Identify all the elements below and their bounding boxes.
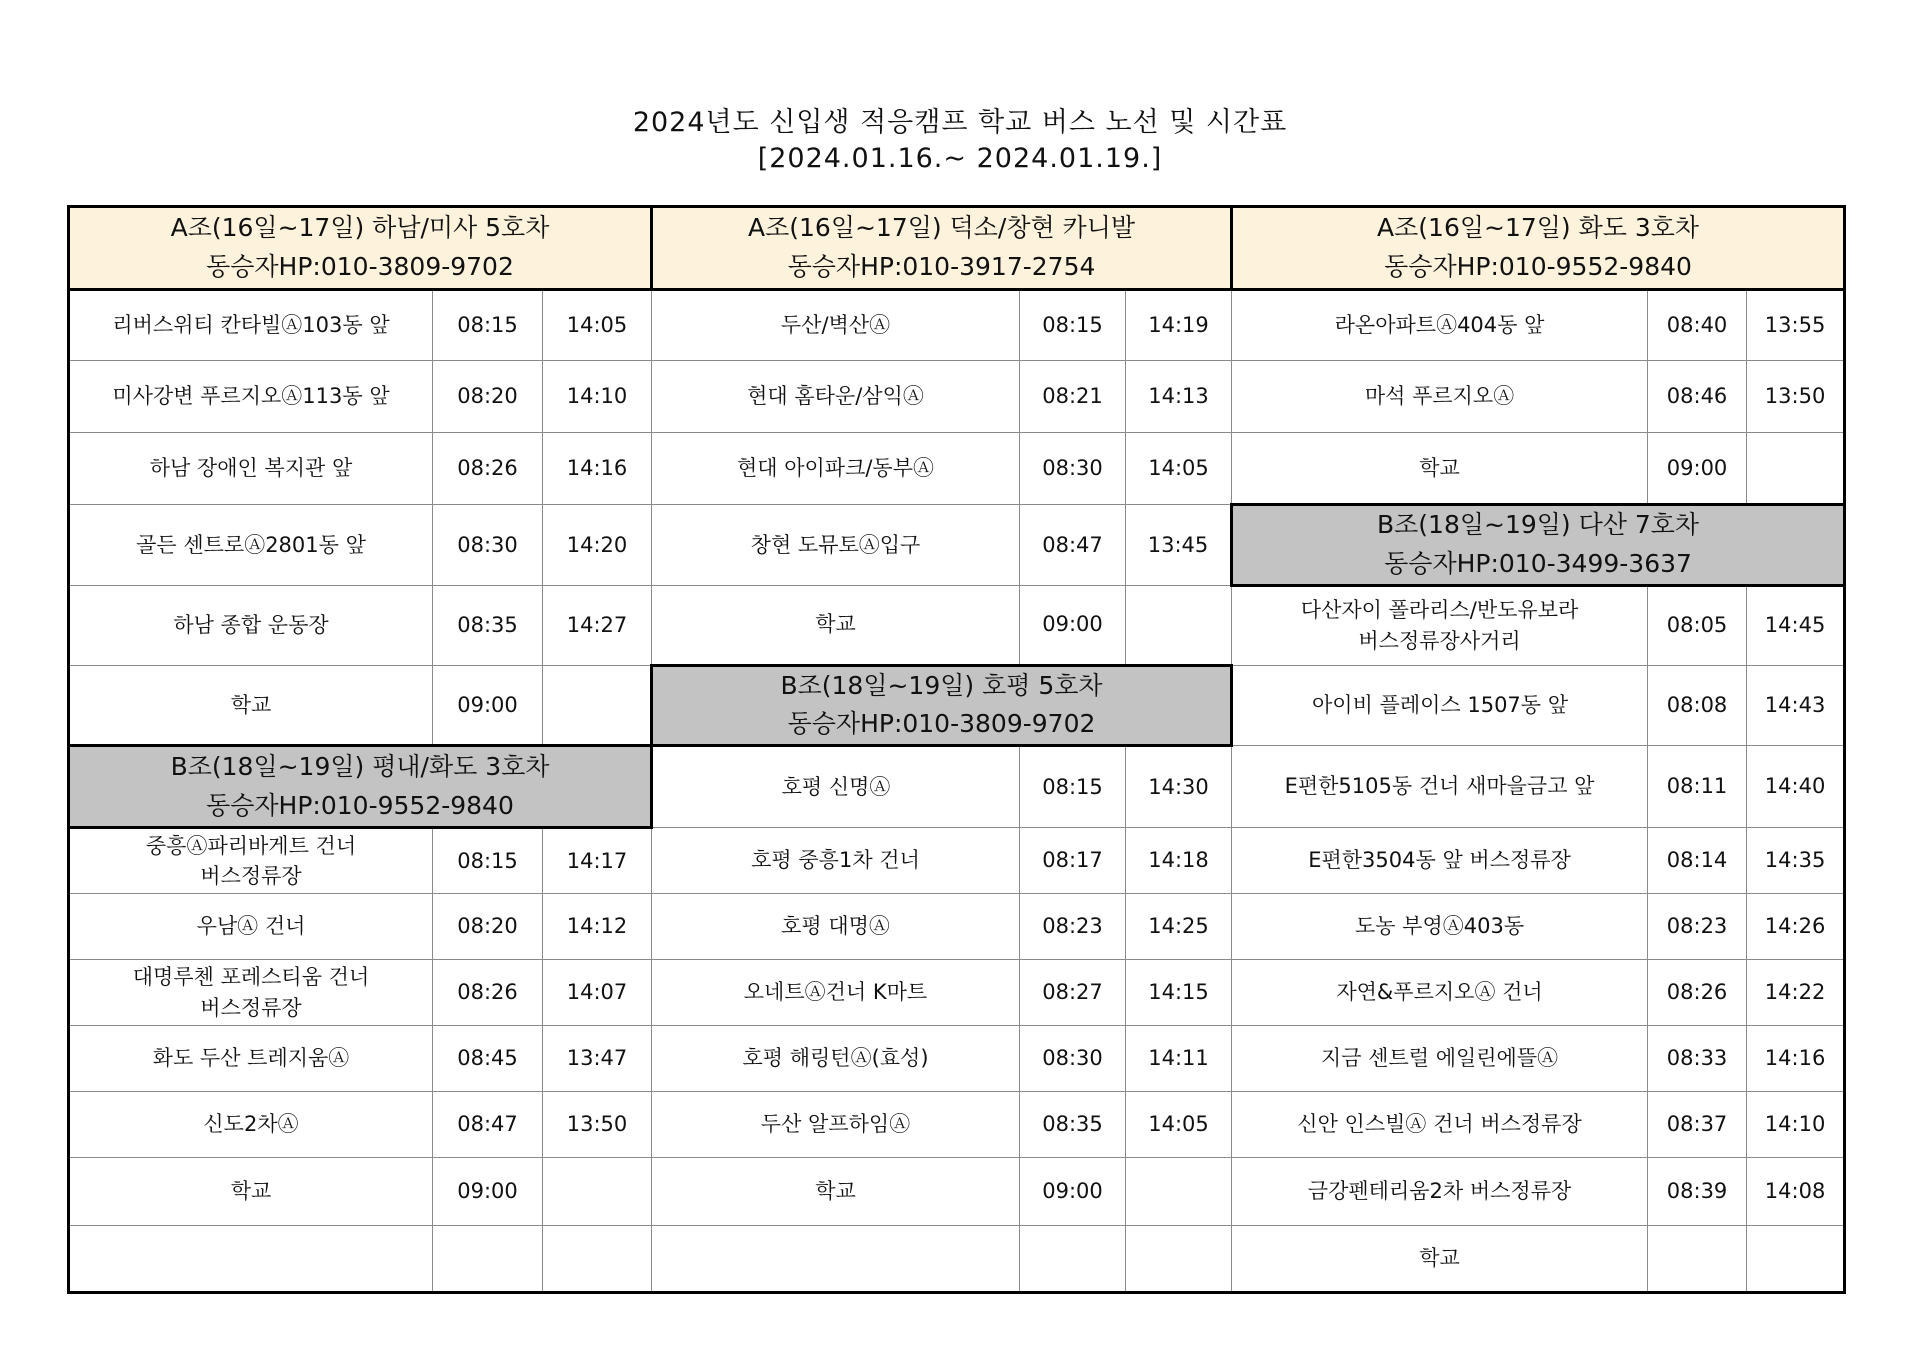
table-row xyxy=(69,433,1845,505)
return-time: 14:05 xyxy=(1126,1092,1232,1158)
return-time: 14:10 xyxy=(1747,1092,1845,1158)
group-name: B조(18일~19일) 다산 7호차 xyxy=(1377,510,1700,539)
stop-name: 화도 두산 트레지움Ⓐ xyxy=(69,1026,433,1092)
return-time: 14:17 xyxy=(543,828,652,894)
return-time: 14:18 xyxy=(1126,828,1232,894)
stop-name: 신안 인스빌Ⓐ 건너 버스정류장 xyxy=(1232,1092,1648,1158)
return-time: 14:26 xyxy=(1747,894,1845,960)
table-row xyxy=(69,894,1845,960)
contact-phone: 동승자HP:010-9552-9840 xyxy=(206,790,514,820)
return-time: 14:11 xyxy=(1126,1026,1232,1092)
stop-name: 우남Ⓐ 건너 xyxy=(69,894,433,960)
table-row xyxy=(69,960,1845,1026)
contact-phone: 동승자HP:010-3809-9702 xyxy=(206,252,514,281)
departure-time: 08:23 xyxy=(1648,894,1747,960)
stop-name: 현대 아이파크/동부Ⓐ xyxy=(652,433,1020,505)
empty-cell xyxy=(433,1226,543,1293)
return-time: 14:25 xyxy=(1126,894,1232,960)
return-time xyxy=(1126,1158,1232,1226)
departure-time: 08:47 xyxy=(433,1092,543,1158)
return-time xyxy=(543,665,652,746)
stop-name: E편한3504동 앞 버스정류장 xyxy=(1232,828,1648,894)
return-time: 14:13 xyxy=(1126,361,1232,433)
departure-time: 08:35 xyxy=(1020,1092,1126,1158)
contact-phone: 동승자HP:010-3499-3637 xyxy=(1384,548,1692,578)
stop-name-line: 중흥Ⓐ파리바게트 건너 xyxy=(145,833,357,858)
table-row xyxy=(69,828,1845,894)
return-time xyxy=(1747,433,1845,505)
stop-name: 리버스위티 칸타빌Ⓐ103동 앞 xyxy=(69,290,433,361)
return-time: 14:43 xyxy=(1747,665,1845,746)
stop-name: 도농 부영Ⓐ403동 xyxy=(1232,894,1648,960)
departure-time: 08:23 xyxy=(1020,894,1126,960)
return-time: 13:55 xyxy=(1747,290,1845,361)
stop-name: 호평 신명Ⓐ xyxy=(652,746,1020,828)
return-time: 14:10 xyxy=(543,361,652,433)
stop-name: 현대 홈타운/삼익Ⓐ xyxy=(652,361,1020,433)
empty-cell xyxy=(1020,1226,1126,1293)
group-a3-header xyxy=(1232,207,1845,290)
stop-name: 호평 해링턴Ⓐ(효성) xyxy=(652,1026,1020,1092)
stop-name: 하남 장애인 복지관 앞 xyxy=(69,433,433,505)
stop-name: 마석 푸르지오Ⓐ xyxy=(1232,361,1648,433)
group-name: A조(16일~17일) 하남/미사 5호차 xyxy=(170,213,550,243)
table-row xyxy=(69,1226,1845,1293)
departure-time: 09:00 xyxy=(1020,585,1126,665)
departure-time: 08:17 xyxy=(1020,828,1126,894)
return-time xyxy=(1126,585,1232,665)
stop-name: 라온아파트Ⓐ404동 앞 xyxy=(1232,290,1648,361)
departure-time: 09:00 xyxy=(1020,1158,1126,1226)
departure-time: 08:37 xyxy=(1648,1092,1747,1158)
departure-time: 08:11 xyxy=(1648,746,1747,828)
departure-time: 08:39 xyxy=(1648,1158,1747,1226)
stop-name: 아이비 플레이스 1507동 앞 xyxy=(1232,665,1648,746)
page-title: 2024년도 신입생 적응캠프 학교 버스 노선 및 시간표 xyxy=(632,107,1288,138)
return-time: 14:12 xyxy=(543,894,652,960)
return-time: 14:05 xyxy=(1126,433,1232,505)
stop-name xyxy=(69,828,433,894)
table-row xyxy=(69,746,1845,828)
stop-name: 하남 종합 운동장 xyxy=(69,585,433,665)
stop-name xyxy=(69,960,433,1026)
stop-name: 학교 xyxy=(69,665,433,746)
group-name: B조(18일~19일) 호평 5호차 xyxy=(780,670,1103,700)
contact-phone: 동승자HP:010-3809-9702 xyxy=(787,709,1096,739)
group-name: B조(18일~19일) 평내/화도 3호차 xyxy=(170,751,550,781)
return-time: 13:45 xyxy=(1126,505,1232,586)
table-row xyxy=(69,665,1845,746)
departure-time: 09:00 xyxy=(433,1158,543,1226)
return-time: 14:15 xyxy=(1126,960,1232,1026)
table-row xyxy=(69,290,1845,361)
stop-name: 학교 xyxy=(1232,433,1648,505)
group-b2-header xyxy=(652,665,1232,746)
stop-name: E편한5105동 건너 새마을금고 앞 xyxy=(1232,746,1648,828)
departure-time: 08:15 xyxy=(1020,746,1126,828)
stop-name: 창현 도뮤토Ⓐ입구 xyxy=(652,505,1020,586)
stop-name: 금강펜테리움2차 버스정류장 xyxy=(1232,1158,1648,1226)
return-time: 13:50 xyxy=(543,1092,652,1158)
return-time: 14:45 xyxy=(1747,585,1845,665)
header-row xyxy=(69,207,1845,290)
date-range: [2024.01.16.~ 2024.01.19.] xyxy=(757,143,1163,174)
departure-time: 08:05 xyxy=(1648,585,1747,665)
stop-name-line: 버스정류장 xyxy=(200,864,302,888)
departure-time: 09:00 xyxy=(433,665,543,746)
stop-name: 두산/벽산Ⓐ xyxy=(652,290,1020,361)
stop-name: 학교 xyxy=(652,1158,1020,1226)
group-name: A조(16일~17일) 화도 3호차 xyxy=(1377,213,1700,243)
departure-time: 08:26 xyxy=(433,960,543,1026)
return-time: 14:08 xyxy=(1747,1158,1845,1226)
group-a2-header xyxy=(652,207,1232,290)
stop-name: 지금 센트럴 에일린에뜰Ⓐ xyxy=(1232,1026,1648,1092)
empty-cell xyxy=(652,1226,1020,1293)
return-time: 14:16 xyxy=(543,433,652,505)
stop-name: 신도2차Ⓐ xyxy=(69,1092,433,1158)
stop-name-line: 버스정류장 xyxy=(200,995,302,1020)
departure-time: 08:15 xyxy=(433,290,543,361)
departure-time: 08:20 xyxy=(433,894,543,960)
table-row xyxy=(69,361,1845,433)
departure-time: 08:14 xyxy=(1648,828,1747,894)
return-time: 14:22 xyxy=(1747,960,1845,1026)
group-name: A조(16일~17일) 덕소/창현 카니발 xyxy=(748,213,1136,243)
return-time: 14:05 xyxy=(543,290,652,361)
stop-name: 학교 xyxy=(1232,1226,1648,1293)
contact-phone: 동승자HP:010-9552-9840 xyxy=(1384,252,1692,281)
departure-time: 08:40 xyxy=(1648,290,1747,361)
return-time: 14:35 xyxy=(1747,828,1845,894)
table-row xyxy=(69,1026,1845,1092)
table-row xyxy=(69,1092,1845,1158)
stop-name: 오네트Ⓐ건너 K마트 xyxy=(652,960,1020,1026)
departure-time: 08:08 xyxy=(1648,665,1747,746)
departure-time: 08:46 xyxy=(1648,361,1747,433)
bus-schedule-table xyxy=(67,205,1846,1294)
table-row xyxy=(69,585,1845,665)
return-time: 14:16 xyxy=(1747,1026,1845,1092)
stop-name: 학교 xyxy=(69,1158,433,1226)
return-time: 14:40 xyxy=(1747,746,1845,828)
departure-time: 08:26 xyxy=(1648,960,1747,1026)
departure-time: 08:30 xyxy=(1020,1026,1126,1092)
stop-name: 학교 xyxy=(652,585,1020,665)
departure-time: 08:30 xyxy=(1020,433,1126,505)
stop-name: 골든 센트로Ⓐ2801동 앞 xyxy=(69,505,433,586)
return-time: 14:20 xyxy=(543,505,652,586)
return-time: 13:50 xyxy=(1747,361,1845,433)
empty-cell xyxy=(69,1226,433,1293)
group-b1-header xyxy=(69,746,652,828)
stop-name: 자연&푸르지오Ⓐ 건너 xyxy=(1232,960,1648,1026)
stop-name: 호평 중흥1차 건너 xyxy=(652,828,1020,894)
departure-time: 08:47 xyxy=(1020,505,1126,586)
return-time: 14:07 xyxy=(543,960,652,1026)
stop-name xyxy=(1232,585,1648,665)
return-time xyxy=(543,1158,652,1226)
departure-time: 08:30 xyxy=(433,505,543,586)
empty-cell xyxy=(543,1226,652,1293)
group-b3-header xyxy=(1232,505,1845,586)
stop-name: 호평 대명Ⓐ xyxy=(652,894,1020,960)
return-time xyxy=(1747,1226,1845,1293)
return-time: 14:19 xyxy=(1126,290,1232,361)
departure-time: 08:27 xyxy=(1020,960,1126,1026)
contact-phone: 동승자HP:010-3917-2754 xyxy=(787,252,1096,281)
departure-time: 08:35 xyxy=(433,585,543,665)
table-row xyxy=(69,505,1845,586)
departure-time: 08:15 xyxy=(1020,290,1126,361)
return-time: 14:27 xyxy=(543,585,652,665)
group-a1-header xyxy=(69,207,652,290)
departure-time: 09:00 xyxy=(1648,433,1747,505)
departure-time: 08:33 xyxy=(1648,1026,1747,1092)
stop-name: 두산 알프하임Ⓐ xyxy=(652,1092,1020,1158)
empty-cell xyxy=(1126,1226,1232,1293)
stop-name: 미사강변 푸르지오Ⓐ113동 앞 xyxy=(69,361,433,433)
stop-name-line: 대명루첸 포레스티움 건너 xyxy=(132,965,370,990)
departure-time: 08:45 xyxy=(433,1026,543,1092)
departure-time xyxy=(1648,1226,1747,1293)
departure-time: 08:26 xyxy=(433,433,543,505)
departure-time: 08:15 xyxy=(433,828,543,894)
departure-time: 08:21 xyxy=(1020,361,1126,433)
table-row xyxy=(69,1158,1845,1226)
stop-name-line: 버스정류장사거리 xyxy=(1358,628,1521,653)
stop-name-line: 다산자이 폴라리스/반도유보라 xyxy=(1300,598,1579,623)
departure-time: 08:20 xyxy=(433,361,543,433)
return-time: 14:30 xyxy=(1126,746,1232,828)
return-time: 13:47 xyxy=(543,1026,652,1092)
